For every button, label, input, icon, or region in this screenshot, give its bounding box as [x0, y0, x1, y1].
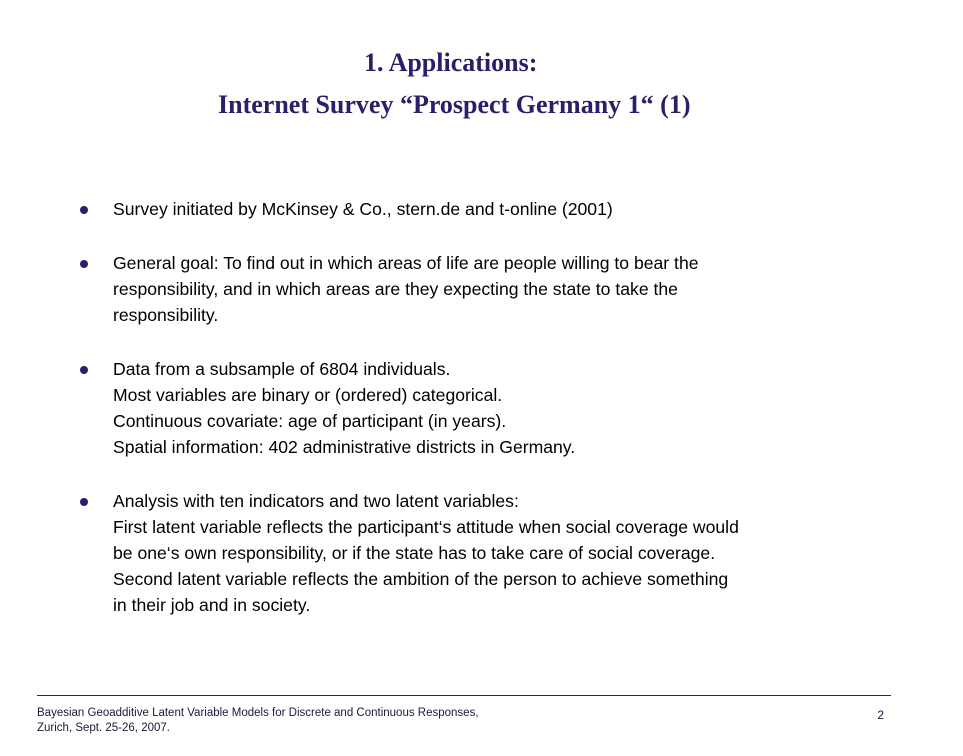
- bullet-text-line: responsibility.: [113, 305, 219, 325]
- bullet-dot-icon: [80, 260, 88, 268]
- bullet-dot-icon: [80, 366, 88, 374]
- footer-divider: [37, 695, 891, 696]
- page-number: 2: [877, 708, 884, 722]
- bullet-text-line: First latent variable reflects the participant‘s attitude when social coverage would: [113, 517, 739, 537]
- bullet-text-line: Most variables are binary or (ordered) categorical.: [113, 385, 503, 405]
- bullet-item: [76, 250, 896, 328]
- bullet-dot-icon: [80, 206, 88, 214]
- title-line-1: 1. Applications:: [364, 48, 538, 77]
- bullet-dot-icon: [80, 498, 88, 506]
- bullet-text-line: Analysis with ten indicators and two latent variables:: [113, 491, 519, 511]
- footer-citation: [37, 706, 479, 736]
- title-line-2: Internet Survey “Prospect Germany 1“ (1): [218, 90, 691, 119]
- bullet-text-line: be one‘s own responsibility, or if the state has to take care of social coverage.: [113, 543, 716, 563]
- bullet-text-line: Survey initiated by McKinsey & Co., stern.de and t-online (2001): [113, 199, 613, 219]
- bullet-text-line: responsibility, and in which areas are they expecting the state to take the: [113, 279, 678, 299]
- bullet-text-line: Data from a subsample of 6804 individuals.: [113, 359, 451, 379]
- bullet-text-line: General goal: To find out in which areas of life are people willing to bear the: [113, 253, 699, 273]
- footer-line-2: Zurich, Sept. 25-26, 2007.: [37, 722, 170, 734]
- bullet-item: [76, 488, 896, 618]
- bullet-item: [76, 196, 896, 222]
- bullet-list: [76, 196, 896, 618]
- bullet-text-line: Spatial information: 402 administrative districts in Germany.: [113, 437, 576, 457]
- bullet-text-line: Second latent variable reflects the ambition of the person to achieve something: [113, 569, 729, 589]
- footer-line-1: Bayesian Geoadditive Latent Variable Models for Discrete and Continuous Responses,: [37, 707, 479, 719]
- bullet-text-line: Continuous covariate: age of participant (in years).: [113, 411, 507, 431]
- bullet-text-line: in their job and in society.: [113, 595, 311, 615]
- bullet-item: [76, 356, 896, 460]
